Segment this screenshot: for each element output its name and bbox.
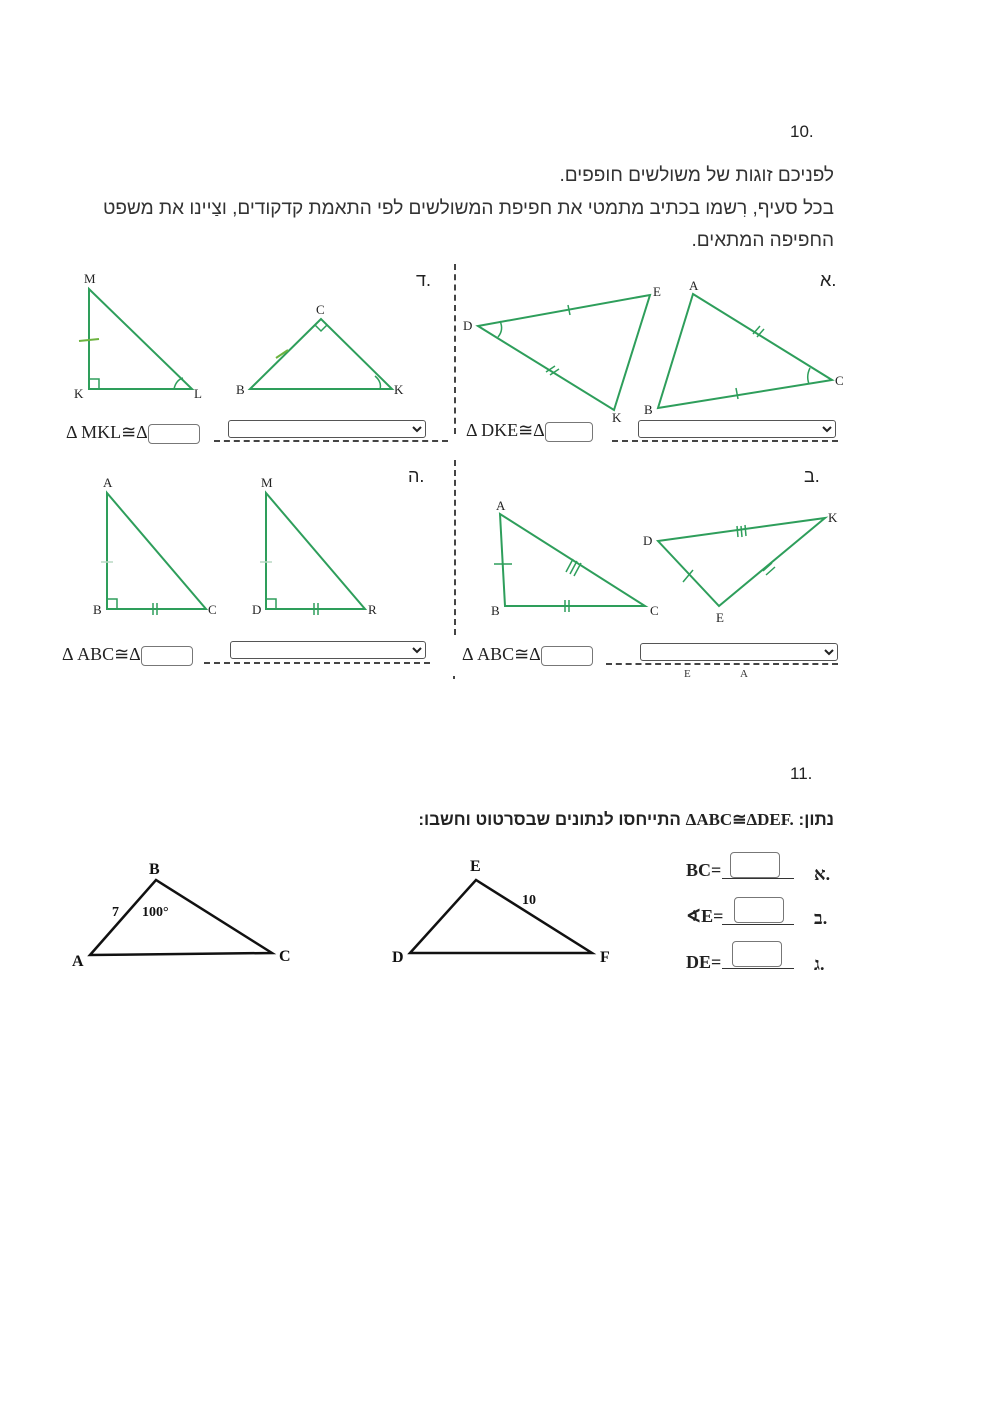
divider-vertical-top <box>454 264 456 434</box>
vertex-label-b: B <box>644 402 653 417</box>
vertex-label-k-b: K <box>828 510 838 525</box>
part-d-theorem-select[interactable] <box>228 420 426 438</box>
q11-answer-c-underline <box>722 968 794 969</box>
q11-given-label: נתון: <box>798 810 834 829</box>
part-d-dashline <box>214 440 448 442</box>
tick-mk <box>79 339 99 341</box>
triangle-mdr <box>266 493 365 609</box>
vertex-label-r: R <box>368 602 377 617</box>
q11-answer-c-label: DE= <box>686 952 722 972</box>
part-h-theorem-select[interactable] <box>230 641 426 659</box>
vertex-label-a: A <box>689 278 699 293</box>
vertex-label-b-b: B <box>491 603 500 618</box>
q11-figure <box>60 850 620 980</box>
tick-bc <box>736 388 738 399</box>
q11-vertex-b: B <box>149 861 160 878</box>
q11-angle-b: 100° <box>142 905 169 920</box>
q11-answer-b-underline <box>722 924 794 925</box>
vertex-label-a-h: A <box>103 475 113 490</box>
part-a-statement-text: Δ DKE≅Δ <box>466 420 545 440</box>
triangle-abc <box>658 294 832 408</box>
q11-given-rest: התייחסו לנתונים שבסרטוט וחשבו: <box>418 810 681 829</box>
part-b-figure <box>480 496 850 631</box>
cut-label-e: E <box>684 668 691 678</box>
vertex-label-b2: B <box>236 382 245 397</box>
part-d-figure <box>70 268 415 408</box>
q11-vertex-a: A <box>72 953 84 970</box>
vertex-label-e: E <box>653 284 661 299</box>
tick-dk-b-3 <box>745 525 746 536</box>
q11-vertex-f: F <box>600 949 610 966</box>
q11-side-ab: 7 <box>112 905 119 920</box>
part-h-statement <box>62 644 193 666</box>
q11-answer-b-letter: ב. <box>814 908 828 928</box>
q11-given <box>354 810 834 830</box>
part-h-statement-text: Δ ABC≅Δ <box>62 644 141 664</box>
q11-answer-a-letter: א. <box>814 864 831 884</box>
triangle-cbk <box>250 319 392 389</box>
vertex-label-c-h: C <box>208 602 217 617</box>
part-a-theorem-select[interactable] <box>638 420 836 438</box>
q11-answer-a-input[interactable] <box>730 852 780 878</box>
right-angle-c <box>315 325 327 331</box>
vertex-label-c-b: C <box>650 603 659 618</box>
triangle-abc-h <box>107 493 206 609</box>
q11-answer-c-letter: ג. <box>814 954 825 974</box>
q11-answer-a-underline <box>722 878 794 879</box>
q11-vertex-d: D <box>392 949 404 966</box>
tick-dk-b-2 <box>741 526 742 537</box>
triangle-mkl <box>89 289 192 389</box>
divider-stub <box>453 676 455 679</box>
right-angle-d <box>266 599 276 609</box>
triangle-dke <box>478 295 650 410</box>
part-a-letter: א. <box>820 270 837 290</box>
tick-ek-b-1 <box>763 563 772 571</box>
q11-answer-a-label: BC= <box>686 860 722 880</box>
question-11-number: 11. <box>790 764 813 783</box>
question-10-number: 10. <box>790 122 814 141</box>
triangle-def-q11 <box>410 880 592 953</box>
part-h-letter: ה. <box>408 466 425 486</box>
vertex-label-b-h: B <box>93 602 102 617</box>
q10-intro-line2: בכל סעיף, רִשמו בכתיב מתמטי את חפיפת המשולשים לפי התאמת קדקודים, וצַיינו את משפט החפיפה המתאים. <box>102 198 834 251</box>
vertex-label-m: M <box>84 271 96 286</box>
part-b-theorem-select[interactable] <box>640 643 838 661</box>
divider-vertical-bottom <box>454 460 456 635</box>
vertex-label-m-h: M <box>261 475 273 490</box>
vertex-label-a-b: A <box>496 498 506 513</box>
part-h-figure <box>88 474 388 624</box>
q11-answer-b-input[interactable] <box>734 897 784 923</box>
tick-ek-b-2 <box>766 567 775 575</box>
q11-given-expr: ΔABC≅ΔDEF. <box>685 810 794 829</box>
part-a-answer-input[interactable] <box>545 422 593 442</box>
angle-arc-c <box>808 368 810 384</box>
part-d-letter: ד. <box>416 270 431 290</box>
tick-de <box>568 305 570 315</box>
part-b-statement <box>462 644 593 666</box>
vertex-label-c2: C <box>316 302 325 317</box>
vertex-label-d-h: D <box>252 602 262 617</box>
vertex-label-k: K <box>612 410 622 425</box>
tick-dk-b-1 <box>737 526 738 537</box>
q11-vertex-c: C <box>279 948 291 965</box>
part-d-statement-text: Δ MKL≅Δ <box>66 422 148 442</box>
part-h-dashline <box>204 662 430 664</box>
vertex-label-k3: K <box>394 382 404 397</box>
angle-arc-d <box>498 321 502 337</box>
q11-side-ef: 10 <box>522 893 536 908</box>
part-d-statement <box>66 422 200 444</box>
part-h-answer-input[interactable] <box>141 646 193 666</box>
vertex-label-c: C <box>835 373 844 388</box>
part-b-statement-text: Δ ABC≅Δ <box>462 644 541 664</box>
part-b-dashline <box>606 663 838 665</box>
part-d-answer-input[interactable] <box>148 424 200 444</box>
part-b-letter: ב. <box>804 466 820 486</box>
part-a-figure <box>460 268 850 428</box>
right-angle-k <box>89 379 99 389</box>
q11-vertex-e: E <box>470 858 481 875</box>
vertex-label-k2: K <box>74 386 84 401</box>
part-b-answer-input[interactable] <box>541 646 593 666</box>
vertex-label-l: L <box>194 386 202 401</box>
part-a-dashline <box>612 440 838 442</box>
q11-answer-c-input[interactable] <box>732 941 782 967</box>
right-angle-b-h <box>107 599 117 609</box>
vertex-label-e-b: E <box>716 610 724 625</box>
q10-intro-line1: לפניכם זוגות של משולשים חופפים. <box>559 165 834 186</box>
cut-label-a: A <box>740 668 748 678</box>
q11-answer-b-label: ∢E= <box>686 906 724 926</box>
part-a-statement <box>466 420 593 442</box>
vertex-label-d: D <box>463 318 473 333</box>
vertex-label-d-b: D <box>643 533 653 548</box>
